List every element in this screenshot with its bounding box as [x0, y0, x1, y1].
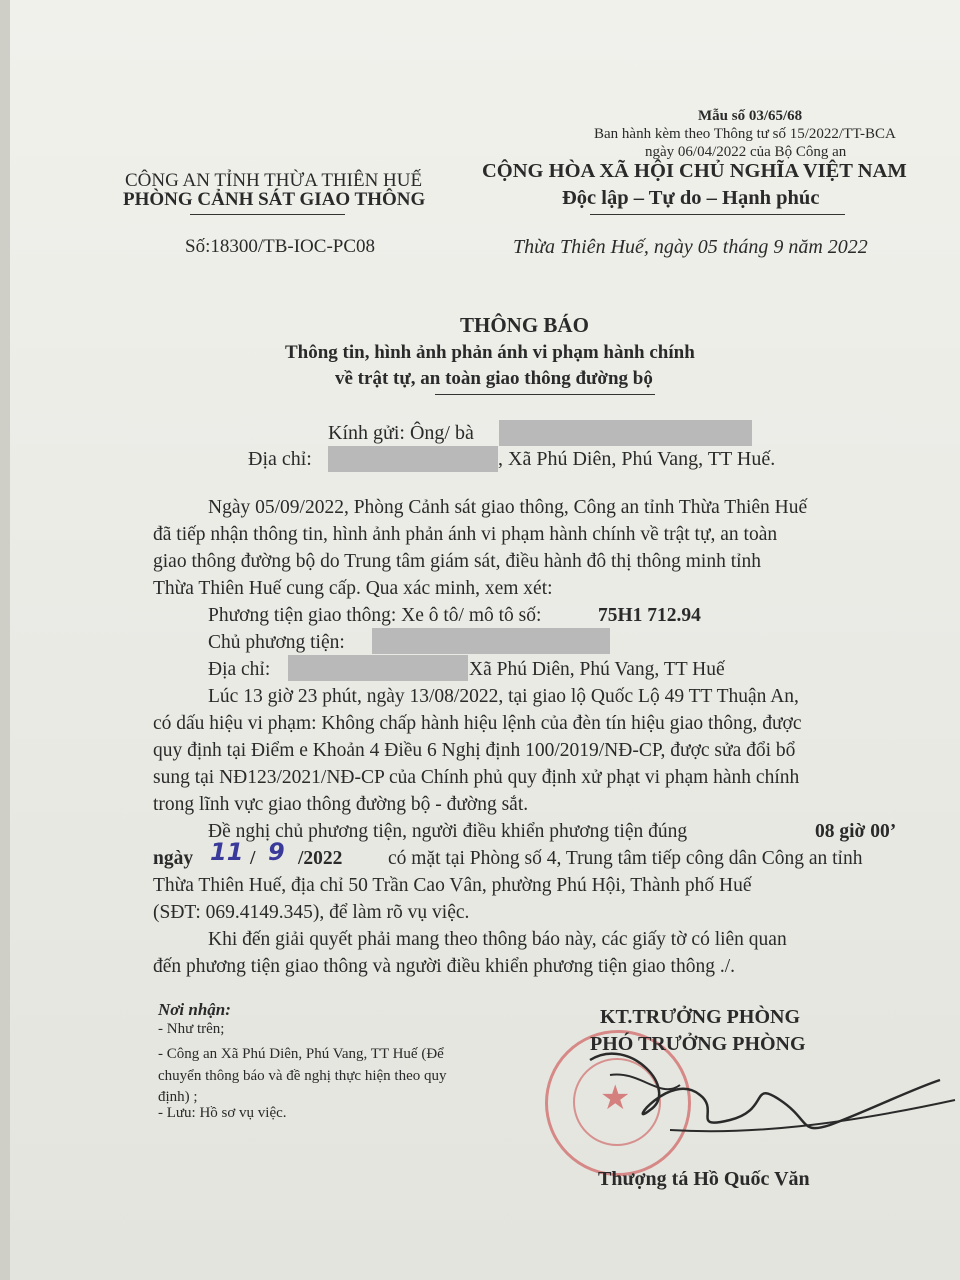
document-page: [10, 0, 960, 1280]
body-line: có mặt tại Phòng số 4, Trung tâm tiếp công dân Công an tỉnh: [388, 848, 863, 869]
body-line: (SĐT: 069.4149.345), để làm rõ vụ việc.: [153, 902, 470, 923]
handwritten-signature: [570, 1040, 960, 1160]
redacted-recipient-name: [499, 420, 752, 446]
date-slash: /: [250, 848, 256, 869]
vehicle-label: Phương tiện giao thông: Xe ô tô/ mô tô số:: [208, 605, 542, 626]
document-title: THÔNG BÁO: [460, 313, 589, 337]
recipients-item: định) ;: [158, 1089, 198, 1105]
vehicle-plate: 75H1 712.94: [598, 605, 701, 626]
national-motto: Độc lập – Tự do – Hạnh phúc: [562, 187, 820, 209]
agency-name: CÔNG AN TỈNH THỪA THIÊN HUẾ: [125, 170, 423, 191]
address-label: Địa chỉ:: [248, 448, 312, 470]
body-line: Đề nghị chủ phương tiện, người điều khiển phương tiện đúng: [208, 821, 688, 842]
body-line: đến phương tiện giao thông và người điều khiển phương tiện giao thông ./.: [153, 956, 736, 977]
appointment-time: 08 giờ 00’: [815, 821, 897, 842]
owner-address-value: Xã Phú Diên, Phú Vang, TT Huế: [469, 659, 725, 680]
body-line: có dấu hiệu vi phạm: Không chấp hành hiệu lệnh của đèn tín hiệu giao thông, được: [153, 713, 802, 734]
recipients-label: Nơi nhận:: [158, 1000, 231, 1019]
owner-address-label: Địa chỉ:: [208, 659, 271, 680]
body-line: Khi đến giải quyết phải mang theo thông báo này, các giấy tờ có liên quan: [208, 929, 787, 950]
recipients-item: - Như trên;: [158, 1021, 225, 1037]
body-line: sung tại NĐ123/2021/NĐ-CP của Chính phủ quy định xử phạt vi phạm hành chính: [153, 767, 800, 788]
redacted-address: [328, 446, 498, 472]
body-line: Lúc 13 giờ 23 phút, ngày 13/08/2022, tại giao lộ Quốc Lộ 49 TT Thuận An,: [208, 686, 799, 707]
document-subtitle-line1: Thông tin, hình ảnh phản ánh vi phạm hành chính: [285, 342, 695, 363]
department-name: PHÒNG CẢNH SÁT GIAO THÔNG: [123, 189, 426, 210]
signature-title-line2: PHÓ TRƯỞNG PHÒNG: [590, 1033, 806, 1055]
issued-by-line: Ban hành kèm theo Thông tư số 15/2022/TT-BCA: [594, 126, 896, 142]
document-subtitle-line2: về trật tự, an toàn giao thông đường bộ: [335, 368, 653, 389]
appointment-day-label: ngày: [153, 848, 194, 869]
recipient-label: Kính gửi: Ông/ bà: [328, 422, 474, 444]
body-line: quy định tại Điểm e Khoản 4 Điều 6 Nghị định 100/2019/NĐ-CP, được sửa đổi bổ: [153, 740, 796, 761]
department-underline: [190, 214, 345, 215]
signature-title-line1: KT.TRƯỞNG PHÒNG: [600, 1006, 800, 1028]
handwritten-day: 11: [210, 838, 244, 866]
body-line: Thừa Thiên Huế cung cấp. Qua xác minh, xem xét:: [153, 578, 553, 599]
motto-underline: [590, 214, 845, 215]
signer-name: Thượng tá Hồ Quốc Văn: [598, 1168, 810, 1190]
redacted-owner-name: [372, 628, 610, 654]
country-name: CỘNG HÒA XÃ HỘI CHỦ NGHĨA VIỆT NAM: [482, 160, 907, 182]
issued-date-line: ngày 06/04/2022 của Bộ Công an: [645, 144, 847, 160]
appointment-year: /2022: [298, 848, 343, 869]
recipients-item: - Công an Xã Phú Diên, Phú Vang, TT Huế (Để: [158, 1046, 444, 1062]
body-line: giao thông đường bộ do Trung tâm giám sát, điều hành đô thị thông minh tỉnh: [153, 551, 762, 572]
recipients-item: chuyển thông báo và đề nghị thực hiện theo quy: [158, 1068, 447, 1084]
stamp-star-icon: ★: [600, 1080, 631, 1117]
title-underline: [435, 394, 655, 395]
document-number: Số:18300/TB-IOC-PC08: [185, 236, 376, 257]
recipients-item: - Lưu: Hồ sơ vụ việc.: [158, 1105, 287, 1121]
form-number: Mẫu số 03/65/68: [698, 108, 803, 124]
place-and-date: Thừa Thiên Huế, ngày 05 tháng 9 năm 2022: [513, 236, 868, 258]
address-value: , Xã Phú Diên, Phú Vang, TT Huế.: [498, 448, 776, 470]
body-line: Ngày 05/09/2022, Phòng Cảnh sát giao thông, Công an tỉnh Thừa Thiên Huế: [208, 497, 808, 518]
body-line: Thừa Thiên Huế, địa chỉ 50 Trần Cao Vân, phường Phú Hội, Thành phố Huế: [153, 875, 752, 896]
handwritten-month: 9: [268, 838, 285, 866]
redacted-owner-address: [288, 655, 468, 681]
body-line: trong lĩnh vực giao thông đường bộ - đường sắt.: [153, 794, 529, 815]
owner-label: Chủ phương tiện:: [208, 632, 345, 653]
body-line: đã tiếp nhận thông tin, hình ảnh phản ánh vi phạm hành chính về trật tự, an toàn: [153, 524, 778, 545]
